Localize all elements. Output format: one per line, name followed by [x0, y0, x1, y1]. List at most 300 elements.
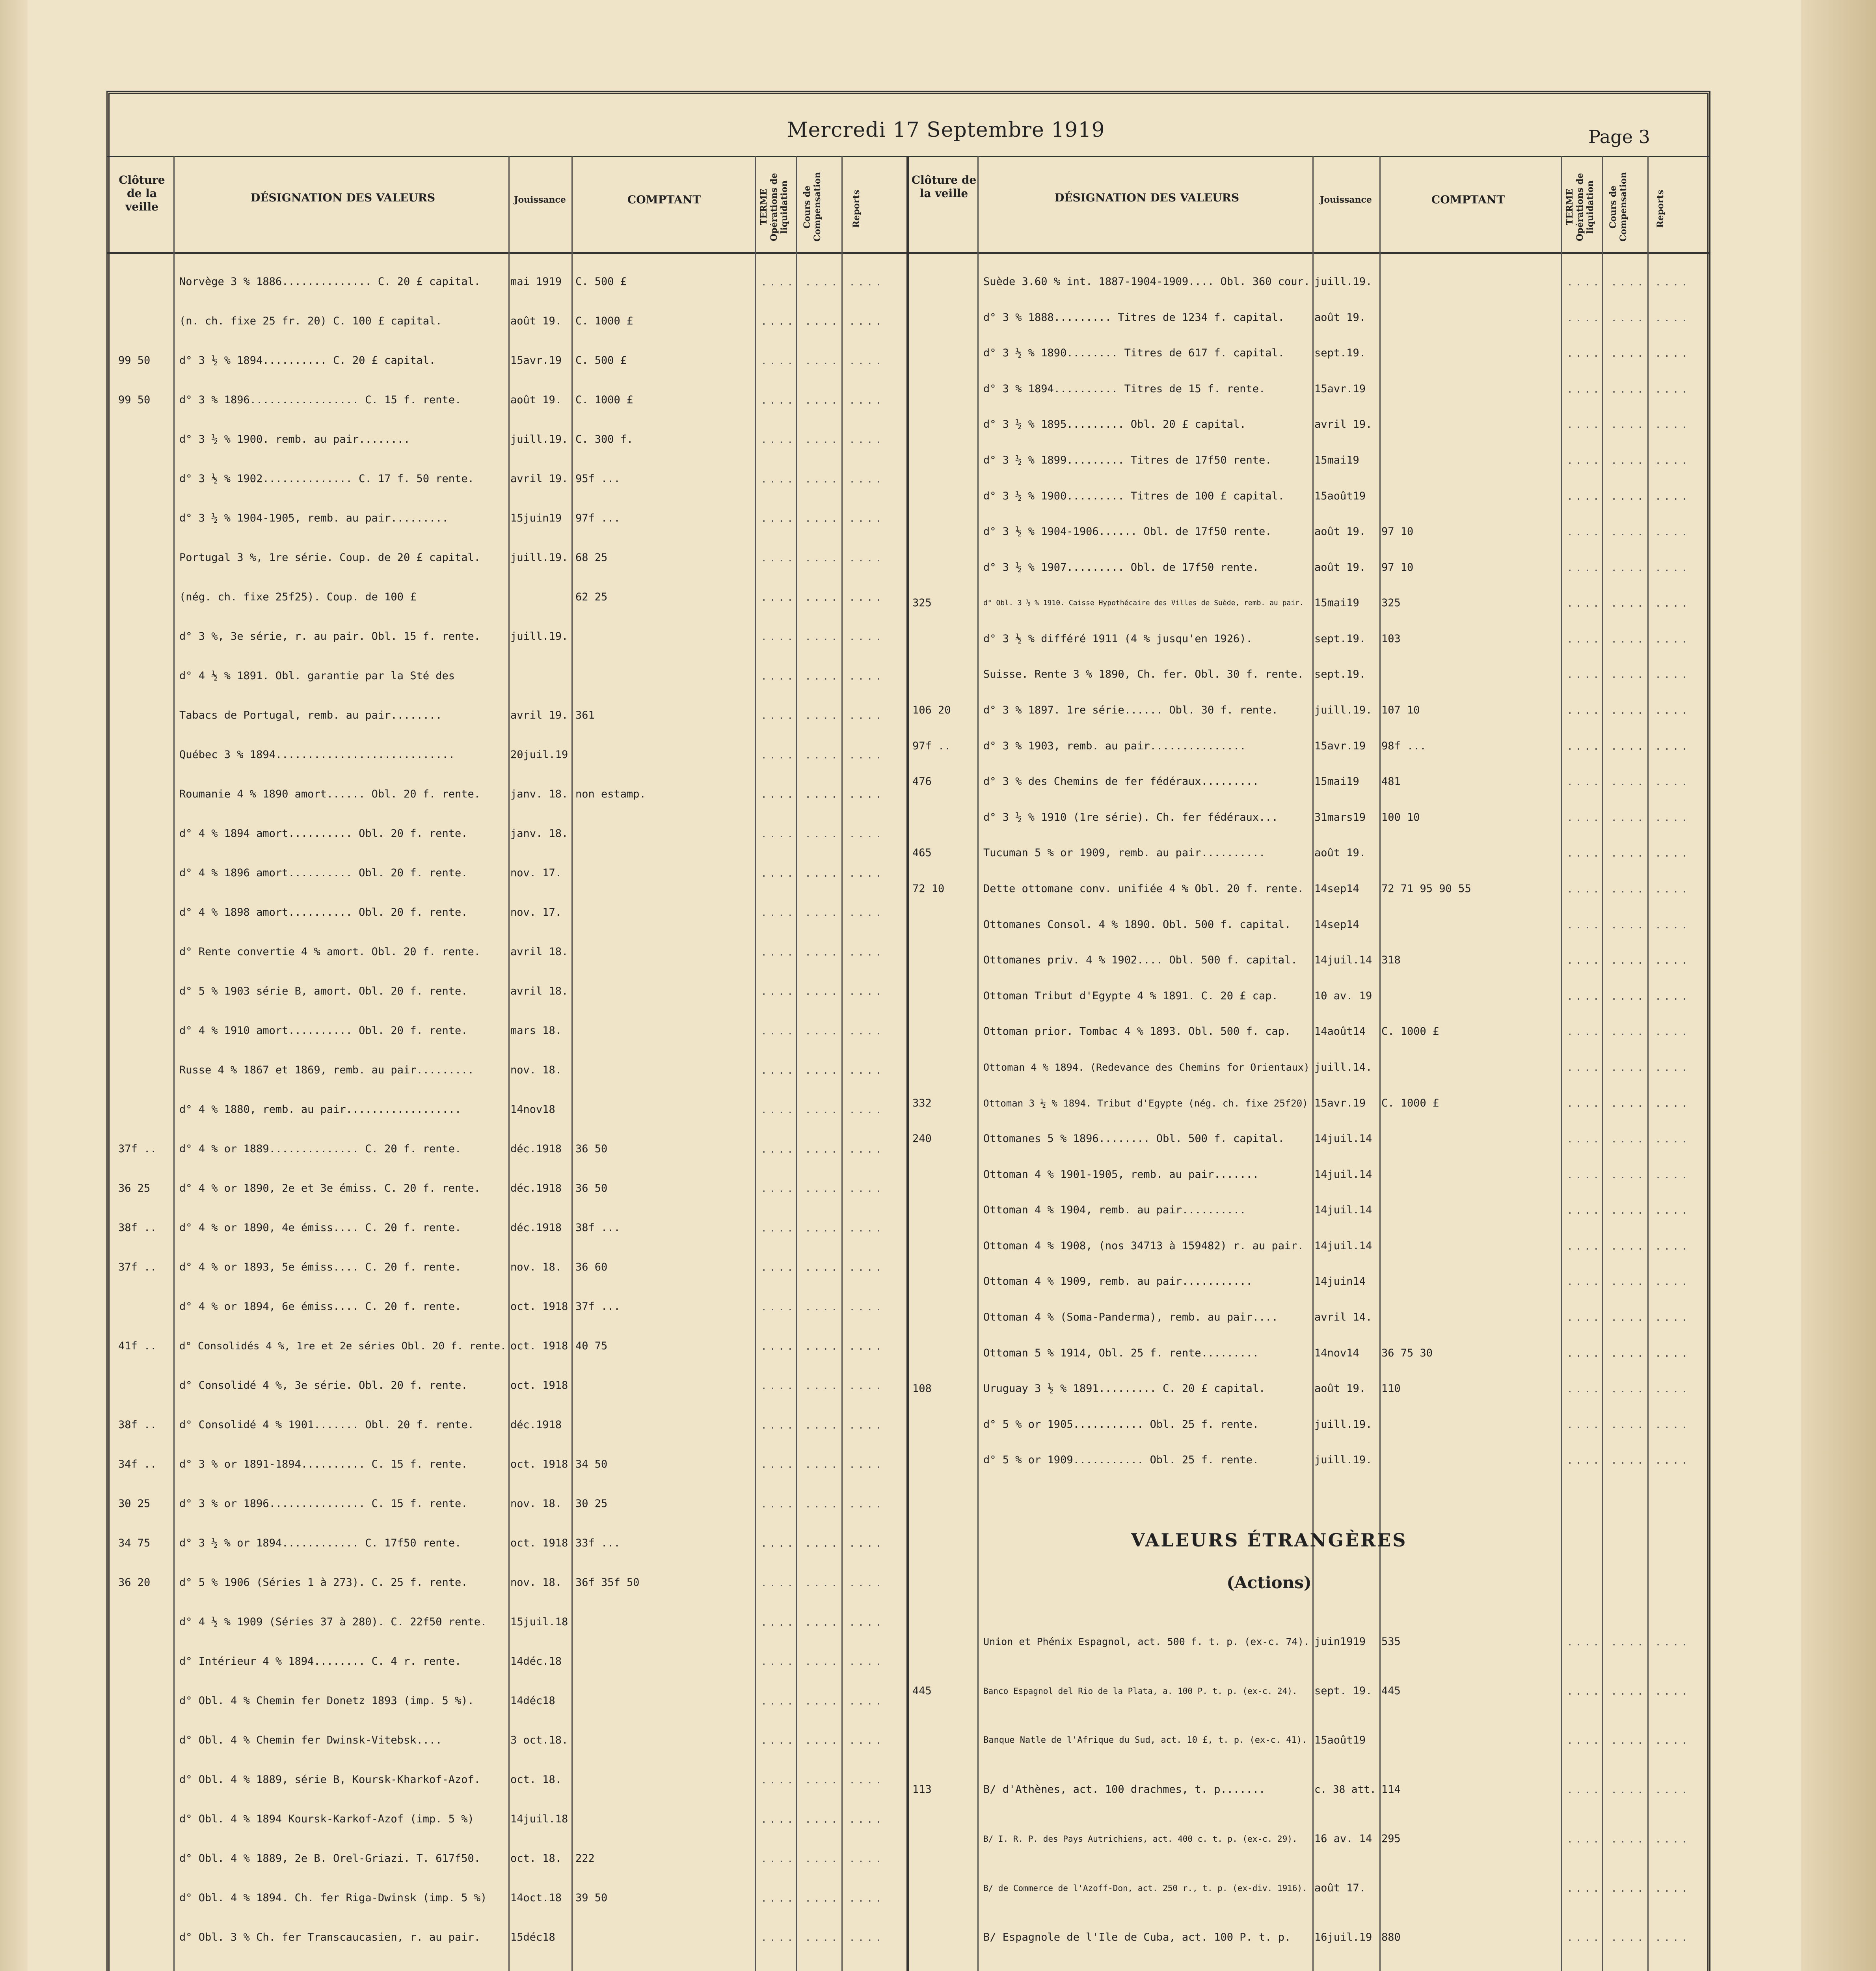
listing-comptant: 110 — [1381, 1382, 1401, 1395]
listing-cloture: 30 25 — [118, 1498, 151, 1510]
listing-cours-dots: .... — [1611, 883, 1646, 895]
listing-jouissance: janv. 18. — [510, 788, 568, 800]
listing-reports-dots: .... — [849, 1025, 884, 1037]
listing-cours-dots: .... — [805, 473, 840, 485]
listing-cours-dots: .... — [805, 1853, 840, 1865]
listing-reports-dots: .... — [1655, 1347, 1690, 1360]
listing-reports-dots: .... — [1655, 776, 1690, 788]
listing-terme-dots: .... — [761, 276, 796, 288]
listing-comptant: C. 1000 £ — [575, 315, 633, 327]
listing-designation: d° 5 % or 1905........... Obl. 25 f. rente. — [983, 1418, 1259, 1431]
listing-reports-dots: .... — [849, 1813, 884, 1826]
listing-terme-dots: .... — [761, 788, 796, 801]
listing-designation: B/ de Commerce de l'Azoff-Don, act. 250 r., t. p. (ex-div. 1916). — [983, 1883, 1307, 1893]
listing-cours-dots: .... — [805, 1340, 840, 1353]
listing-cours-dots: .... — [1611, 1833, 1646, 1845]
listing-jouissance: juill.19. — [510, 630, 568, 643]
listing-reports-dots: .... — [849, 867, 884, 879]
listing-designation: Banque Natle de l'Afrique du Sud, act. 10 £, t. p. (ex-c. 41). — [983, 1735, 1307, 1745]
listing-jouissance: mai 1919 — [510, 276, 562, 288]
page-number: Page 3 — [1588, 126, 1650, 147]
listing-reports-dots: .... — [1655, 526, 1690, 538]
page-edge-left — [0, 0, 28, 1971]
listing-cloture: 332 — [912, 1097, 932, 1109]
listing-cours-dots: .... — [1611, 811, 1646, 824]
listing-designation: Russe 4 % 1867 et 1869, remb. au pair......... — [179, 1064, 474, 1076]
listing-jouissance: 14août14 — [1314, 1025, 1366, 1038]
listing-terme-dots: .... — [1567, 1734, 1602, 1747]
listing-designation: Suède 3.60 % int. 1887-1904-1909.... Obl. 360 cour. — [983, 276, 1310, 288]
listing-jouissance: août 19. — [1314, 525, 1366, 538]
listing-designation: d° 3 % 1888......... Titres de 1234 f. capital. — [983, 311, 1285, 324]
listing-jouissance: août 19. — [510, 315, 562, 327]
listing-cours-dots: .... — [1611, 847, 1646, 860]
listing-cloture: 37f .. — [118, 1261, 157, 1273]
listing-cours-dots: .... — [1611, 1204, 1646, 1217]
listing-jouissance: août 19. — [1314, 1382, 1366, 1395]
listing-jouissance: août 19. — [1314, 311, 1366, 324]
right-rule-4 — [1561, 156, 1562, 1971]
listing-designation: Norvège 3 % 1886.............. C. 20 £ capital. — [179, 276, 481, 288]
listing-reports-dots: .... — [1655, 597, 1690, 610]
listing-designation: d° Obl. 4 % Chemin fer Dwinsk-Vitebsk.... — [179, 1734, 442, 1746]
listing-reports-dots: .... — [1655, 347, 1690, 360]
listing-cloture: 445 — [912, 1685, 932, 1697]
listing-designation: d° Obl. 4 % 1889, série B, Koursk-Kharkof-Azof. — [179, 1774, 481, 1786]
listing-cours-dots: .... — [805, 1104, 840, 1116]
listing-comptant: C. 300 f. — [575, 433, 633, 445]
listing-designation: d° 3 % 1896................. C. 15 f. rente. — [179, 394, 462, 406]
listing-designation: Tucuman 5 % or 1909, remb. au pair.......... — [983, 847, 1266, 859]
listing-terme-dots: .... — [761, 552, 796, 564]
listing-jouissance: août 19. — [1314, 847, 1366, 859]
listing-comptant: 481 — [1381, 775, 1401, 788]
listing-terme-dots: .... — [1567, 1685, 1602, 1697]
listing-cours-dots: .... — [805, 670, 840, 682]
left-rule-6 — [841, 156, 843, 1971]
listing-designation: d° 4 % or 1889.............. C. 20 f. rente. — [179, 1143, 462, 1155]
listing-terme-dots: .... — [761, 1853, 796, 1865]
left-header-jouissance: Jouissance — [514, 195, 566, 205]
listing-jouissance: sept.19. — [1314, 347, 1366, 360]
listing-terme-dots: .... — [1567, 1097, 1602, 1110]
listing-reports-dots: .... — [1655, 1240, 1690, 1252]
listing-designation: d° 3 % des Chemins de fer fédéraux......... — [983, 775, 1259, 788]
listing-cours-dots: .... — [1611, 633, 1646, 645]
listing-reports-dots: .... — [1655, 561, 1690, 574]
listing-reports-dots: .... — [1655, 847, 1690, 860]
listing-reports-dots: .... — [849, 1774, 884, 1786]
listing-cours-dots: .... — [805, 1932, 840, 1944]
listing-terme-dots: .... — [1567, 954, 1602, 967]
listing-jouissance: 3 oct.18. — [510, 1734, 568, 1746]
listing-reports-dots: .... — [849, 512, 884, 525]
listing-jouissance: 14juil.14 — [1314, 1204, 1372, 1217]
listing-cours-dots: .... — [1611, 669, 1646, 681]
listing-terme-dots: .... — [1567, 1418, 1602, 1431]
listing-terme-dots: .... — [761, 1695, 796, 1707]
listing-terme-dots: .... — [1567, 490, 1602, 503]
listing-designation: d° Obl. 4 % Chemin fer Donetz 1893 (imp. 5 %). — [179, 1695, 474, 1707]
listing-cours-dots: .... — [805, 1380, 840, 1392]
listing-terme-dots: .... — [761, 1143, 796, 1155]
listing-terme-dots: .... — [761, 473, 796, 485]
listing-reports-dots: .... — [849, 1301, 884, 1313]
listing-reports-dots: .... — [1655, 1882, 1690, 1895]
listing-terme-dots: .... — [761, 986, 796, 998]
listing-terme-dots: .... — [761, 1301, 796, 1313]
listing-terme-dots: .... — [761, 946, 796, 958]
listing-reports-dots: .... — [849, 1222, 884, 1234]
listing-jouissance: oct. 1918 — [510, 1300, 568, 1313]
listing-cloture: 99 50 — [118, 394, 151, 406]
listing-comptant: 325 — [1381, 597, 1401, 609]
listing-comptant: 97f ... — [575, 512, 620, 524]
listing-jouissance: sept.19. — [1314, 632, 1366, 645]
listing-comptant: 39 50 — [575, 1892, 608, 1904]
listing-cloture: 240 — [912, 1133, 932, 1145]
listing-jouissance: oct. 18. — [510, 1852, 562, 1865]
listing-reports-dots: .... — [849, 355, 884, 367]
listing-designation: Ottoman 5 % 1914, Obl. 25 f. rente......... — [983, 1347, 1259, 1359]
listing-cours-dots: .... — [805, 1459, 840, 1471]
listing-cours-dots: .... — [1611, 1784, 1646, 1796]
listing-terme-dots: .... — [761, 315, 796, 328]
center-divider — [906, 156, 909, 1971]
right-header-terme: TERME Opérations de liquidation — [1565, 173, 1595, 241]
listing-terme-dots: .... — [761, 1734, 796, 1747]
listing-terme-dots: .... — [1567, 1061, 1602, 1074]
listing-cours-dots: .... — [1611, 954, 1646, 967]
listing-terme-dots: .... — [1567, 1636, 1602, 1648]
listing-comptant: 68 25 — [575, 551, 608, 564]
listing-designation: Ottoman prior. Tombac 4 % 1893. Obl. 500 f. cap. — [983, 1025, 1291, 1038]
listing-cloture: 41f .. — [118, 1340, 157, 1352]
listing-reports-dots: .... — [849, 1537, 884, 1550]
listing-terme-dots: .... — [761, 1498, 796, 1510]
listing-jouissance: juill.19. — [1314, 276, 1372, 288]
listing-reports-dots: .... — [1655, 276, 1690, 288]
listing-terme-dots: .... — [761, 1222, 796, 1234]
listing-jouissance: nov. 17. — [510, 867, 562, 879]
listing-terme-dots: .... — [1567, 1204, 1602, 1217]
listing-terme-dots: .... — [761, 355, 796, 367]
listing-cours-dots: .... — [805, 315, 840, 328]
listing-reports-dots: .... — [849, 434, 884, 446]
listing-terme-dots: .... — [1567, 776, 1602, 788]
listing-terme-dots: .... — [761, 710, 796, 722]
listing-jouissance: 14juil.14 — [1314, 954, 1372, 967]
listing-reports-dots: .... — [849, 710, 884, 722]
listing-terme-dots: .... — [761, 1340, 796, 1353]
listing-designation: Uruguay 3 ½ % 1891......... C. 20 £ capital. — [983, 1382, 1266, 1395]
listing-comptant: 38f ... — [575, 1222, 620, 1234]
listing-designation: d° 4 % 1898 amort.......... Obl. 20 f. rente. — [179, 906, 468, 918]
listing-designation: d° 5 % or 1909........... Obl. 25 f. rente. — [983, 1454, 1259, 1466]
listing-cours-dots: .... — [1611, 490, 1646, 503]
listing-reports-dots: .... — [849, 394, 884, 406]
listing-jouissance: 15avr.19 — [1314, 1097, 1366, 1109]
listing-cloture: 36 20 — [118, 1576, 151, 1589]
listing-cours-dots: .... — [1611, 383, 1646, 395]
listing-designation: d° 4 % 1896 amort.......... Obl. 20 f. rente. — [179, 867, 468, 879]
listing-jouissance: 15juil.18 — [510, 1616, 568, 1628]
listing-jouissance: 15mai19 — [1314, 454, 1359, 466]
left-rule-2 — [508, 156, 510, 1971]
listing-comptant: 107 10 — [1381, 704, 1420, 717]
listing-reports-dots: .... — [1655, 883, 1690, 895]
listing-cours-dots: .... — [805, 591, 840, 604]
listing-reports-dots: .... — [1655, 1276, 1690, 1288]
listing-designation: d° 4 % 1880, remb. au pair.................. — [179, 1103, 462, 1116]
listing-cours-dots: .... — [1611, 1636, 1646, 1648]
right-rule-5 — [1602, 156, 1603, 1971]
listing-comptant: 318 — [1381, 954, 1401, 967]
listing-terme-dots: .... — [1567, 1833, 1602, 1845]
listing-cours-dots: .... — [1611, 1312, 1646, 1324]
listing-reports-dots: .... — [849, 1459, 884, 1471]
listing-jouissance: 14sep14 — [1314, 883, 1359, 895]
listing-cours-dots: .... — [805, 1301, 840, 1313]
listing-terme-dots: .... — [761, 1892, 796, 1904]
listing-reports-dots: .... — [1655, 1454, 1690, 1467]
listing-reports-dots: .... — [849, 670, 884, 682]
listing-designation: d° 4 % 1894 amort.......... Obl. 20 f. rente. — [179, 827, 468, 840]
listing-terme-dots: .... — [761, 1774, 796, 1786]
listing-terme-dots: .... — [761, 1419, 796, 1431]
listing-jouissance: nov. 17. — [510, 906, 562, 918]
listing-terme-dots: .... — [761, 1104, 796, 1116]
listing-cours-dots: .... — [805, 986, 840, 998]
listing-terme-dots: .... — [761, 828, 796, 840]
listing-cours-dots: .... — [805, 1419, 840, 1431]
listing-designation: d° 4 ½ % 1909 (Séries 37 à 280). C. 22f50 rente. — [179, 1616, 487, 1628]
listing-designation: d° 3 % 1903, remb. au pair............... — [983, 740, 1246, 752]
right-header-jouissance: Jouissance — [1320, 195, 1372, 205]
listing-reports-dots: .... — [1655, 1734, 1690, 1747]
listing-designation: d° 4 % 1910 amort.......... Obl. 20 f. rente. — [179, 1025, 468, 1037]
listing-reports-dots: .... — [849, 1498, 884, 1510]
listing-jouissance: 15mai19 — [1314, 775, 1359, 788]
listing-comptant: C. 1000 £ — [1381, 1097, 1439, 1109]
listing-cours-dots: .... — [805, 1892, 840, 1904]
listing-designation: d° Obl. 4 % 1894 Koursk-Karkof-Azof (imp. 5 %) — [179, 1813, 474, 1825]
listing-designation: d° 3 % 1897. 1re série...... Obl. 30 f. rente. — [983, 704, 1278, 717]
right-header-reports: Reports — [1655, 190, 1666, 228]
listing-comptant: 100 10 — [1381, 811, 1420, 823]
listing-designation: d° Obl. 3 % Ch. fer Transcaucasien, r. au pair. — [179, 1931, 481, 1943]
listing-comptant: 72 71 95 90 55 — [1381, 883, 1471, 895]
listing-designation: d° Rente convertie 4 % amort. Obl. 20 f. rente. — [179, 946, 481, 958]
listing-terme-dots: .... — [1567, 704, 1602, 717]
listing-reports-dots: .... — [849, 1695, 884, 1707]
listing-cours-dots: .... — [1611, 990, 1646, 1002]
listing-cours-dots: .... — [1611, 704, 1646, 717]
listing-designation: Québec 3 % 1894............................ — [179, 749, 455, 761]
listing-terme-dots: .... — [1567, 633, 1602, 645]
listing-reports-dots: .... — [1655, 1833, 1690, 1845]
listing-reports-dots: .... — [849, 986, 884, 998]
listing-cloture: 38f .. — [118, 1419, 157, 1431]
listing-reports-dots: .... — [1655, 918, 1690, 931]
listing-cours-dots: .... — [1611, 1418, 1646, 1431]
listing-reports-dots: .... — [849, 828, 884, 840]
listing-reports-dots: .... — [849, 1261, 884, 1274]
listing-jouissance: avril 18. — [510, 985, 568, 997]
listing-terme-dots: .... — [1567, 918, 1602, 931]
listing-terme-dots: .... — [1567, 454, 1602, 467]
listing-comptant: C. 1000 £ — [1381, 1025, 1439, 1038]
listing-reports-dots: .... — [1655, 383, 1690, 395]
listing-terme-dots: .... — [1567, 1312, 1602, 1324]
listing-reports-dots: .... — [849, 1577, 884, 1589]
listing-jouissance: 15avr.19 — [1314, 740, 1366, 752]
left-rule-3 — [571, 156, 573, 1971]
listing-reports-dots: .... — [1655, 1418, 1690, 1431]
listing-cours-dots: .... — [1611, 1276, 1646, 1288]
listing-cours-dots: .... — [805, 1656, 840, 1668]
listing-reports-dots: .... — [849, 1932, 884, 1944]
listing-comptant: 36 75 30 — [1381, 1347, 1433, 1359]
listing-cloture: 108 — [912, 1382, 932, 1395]
listing-terme-dots: .... — [761, 1380, 796, 1392]
listing-cours-dots: .... — [805, 1537, 840, 1550]
listing-reports-dots: .... — [849, 907, 884, 919]
listing-cloture: 325 — [912, 597, 932, 609]
listing-jouissance: août 19. — [1314, 561, 1366, 574]
listing-comptant: 34 50 — [575, 1458, 608, 1470]
listing-comptant: 114 — [1381, 1783, 1401, 1796]
listing-reports-dots: .... — [1655, 704, 1690, 717]
left-header-cours: Cours de Compensation — [802, 172, 823, 242]
listing-reports-dots: .... — [849, 1734, 884, 1747]
listing-reports-dots: .... — [849, 1380, 884, 1392]
listing-cours-dots: .... — [805, 1616, 840, 1628]
listing-cours-dots: .... — [805, 631, 840, 643]
right-rule-1 — [977, 156, 979, 1971]
listing-cours-dots: .... — [1611, 561, 1646, 574]
listing-jouissance: 14juil.14 — [1314, 1133, 1372, 1145]
listing-cloture: 34f .. — [118, 1458, 157, 1470]
listing-reports-dots: .... — [1655, 1133, 1690, 1146]
listing-designation: d° 3 ½ % 1899......... Titres de 17f50 rente. — [983, 454, 1272, 466]
listing-designation: Ottoman 3 ½ % 1894. Tribut d'Egypte (nég. ch. fixe 25f20) — [983, 1097, 1308, 1109]
listing-cours-dots: .... — [805, 828, 840, 840]
listing-reports-dots: .... — [849, 315, 884, 328]
listing-designation: d° 3 ½ % 1894.......... C. 20 £ capital. — [179, 354, 436, 367]
listing-jouissance: 14sep14 — [1314, 918, 1359, 931]
left-header-cloture: Clôture de la veille — [119, 173, 165, 213]
listing-cloture: 37f .. — [118, 1143, 157, 1155]
listing-terme-dots: .... — [1567, 1276, 1602, 1288]
listing-comptant: C. 500 £ — [575, 354, 627, 367]
listing-cours-dots: .... — [805, 907, 840, 919]
left-header-terme: TERME Opérations de liquidation — [759, 173, 789, 241]
listing-cours-dots: .... — [805, 552, 840, 564]
listing-reports-dots: .... — [849, 1143, 884, 1155]
listing-designation: d° Consolidé 4 %, 3e série. Obl. 20 f. rente. — [179, 1379, 468, 1392]
listing-reports-dots: .... — [849, 1616, 884, 1628]
listing-cloture: 476 — [912, 775, 932, 788]
listing-cours-dots: .... — [1611, 1383, 1646, 1395]
listing-cours-dots: .... — [805, 1577, 840, 1589]
listing-designation: Ottomanes priv. 4 % 1902.... Obl. 500 f. capital. — [983, 954, 1297, 967]
left-header-comptant: COMPTANT — [627, 193, 701, 206]
page-date: Mercredi 17 Septembre 1919 — [787, 118, 1105, 142]
listing-designation: Ottoman 4 % 1908, (nos 34713 à 159482) r. au pair. — [983, 1239, 1304, 1252]
listing-jouissance: 20juil.19 — [510, 749, 568, 761]
listing-terme-dots: .... — [761, 1616, 796, 1628]
listing-designation: Union et Phénix Espagnol, act. 500 f. t. p. (ex-c. 74). — [983, 1636, 1310, 1647]
listing-jouissance: 16juil.19 — [1314, 1931, 1372, 1943]
listing-jouissance: 14nov18 — [510, 1103, 555, 1116]
listing-reports-dots: .... — [849, 473, 884, 485]
listing-cours-dots: .... — [1611, 1026, 1646, 1038]
listing-cours-dots: .... — [1611, 1240, 1646, 1252]
listing-terme-dots: .... — [1567, 883, 1602, 895]
listing-cours-dots: .... — [805, 710, 840, 722]
listing-jouissance: déc.1918 — [510, 1143, 562, 1155]
listing-terme-dots: .... — [1567, 847, 1602, 860]
right-rule-2 — [1312, 156, 1314, 1971]
listing-cours-dots: .... — [805, 434, 840, 446]
listing-jouissance: 14nov14 — [1314, 1347, 1359, 1359]
listing-jouissance: nov. 18. — [510, 1498, 562, 1510]
listing-cours-dots: .... — [1611, 776, 1646, 788]
listing-reports-dots: .... — [1655, 1204, 1690, 1217]
listing-jouissance: 16 av. 14 — [1314, 1833, 1372, 1845]
listing-jouissance: avril 19. — [510, 709, 568, 721]
listing-comptant: 40 75 — [575, 1340, 608, 1352]
listing-designation: Suisse. Rente 3 % 1890, Ch. fer. Obl. 30 f. rente. — [983, 668, 1304, 681]
listing-terme-dots: .... — [1567, 561, 1602, 574]
listing-designation: Banco Espagnol del Rio de la Plata, a. 100 P. t. p. (ex-c. 24). — [983, 1686, 1297, 1696]
listing-terme-dots: .... — [1567, 811, 1602, 824]
listing-comptant: 535 — [1381, 1636, 1401, 1648]
listing-terme-dots: .... — [761, 1183, 796, 1195]
listing-comptant: C. 1000 £ — [575, 394, 633, 406]
listing-reports-dots: .... — [1655, 811, 1690, 824]
listing-comptant: C. 500 £ — [575, 276, 627, 288]
listing-designation: d° 3 ½ % 1900......... Titres de 100 £ capital. — [983, 490, 1285, 502]
listing-jouissance: 15déc18 — [510, 1931, 555, 1943]
listing-designation: d° 3 % or 1891-1894.......... C. 15 f. rente. — [179, 1458, 468, 1470]
listing-designation: d° Consolidé 4 % 1901....... Obl. 20 f. rente. — [179, 1419, 474, 1431]
listing-terme-dots: .... — [761, 591, 796, 604]
listing-designation: (nég. ch. fixe 25f25). Coup. de 100 £ — [179, 591, 417, 603]
listing-designation: Ottoman 4 % (Soma-Panderma), remb. au pair.... — [983, 1311, 1278, 1324]
listing-cours-dots: .... — [1611, 1097, 1646, 1110]
listing-reports-dots: .... — [1655, 454, 1690, 467]
listing-designation: Ottoman Tribut d'Egypte 4 % 1891. C. 20 £ cap. — [983, 989, 1278, 1002]
listing-jouissance: oct. 18. — [510, 1774, 562, 1786]
listing-designation: d° Obl. 3 ½ % 1910. Caisse Hypothécaire des Villes de Suède, remb. au pair. — [983, 599, 1304, 607]
listing-cours-dots: .... — [805, 788, 840, 801]
listing-comptant: 36f 35f 50 — [575, 1576, 640, 1589]
listing-jouissance: sept. 19. — [1314, 1685, 1372, 1697]
listing-comptant: 36 60 — [575, 1261, 608, 1273]
listing-comptant: 33f ... — [575, 1537, 620, 1549]
listing-comptant: 361 — [575, 709, 595, 721]
listing-designation: d° 3 ½ % 1895......... Obl. 20 £ capital. — [983, 418, 1246, 431]
listing-jouissance: déc.1918 — [510, 1182, 562, 1194]
listing-jouissance: 10 av. 19 — [1314, 989, 1372, 1002]
listing-cours-dots: .... — [805, 355, 840, 367]
listing-cours-dots: .... — [805, 1064, 840, 1077]
listing-jouissance: déc.1918 — [510, 1222, 562, 1234]
listing-terme-dots: .... — [1567, 526, 1602, 538]
listing-terme-dots: .... — [1567, 1240, 1602, 1252]
